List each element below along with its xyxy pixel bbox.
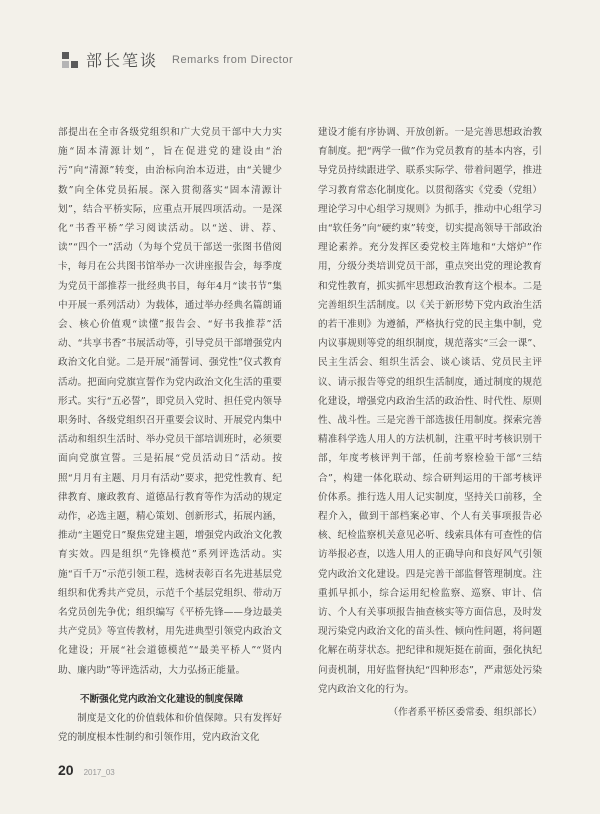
section-logo-icon <box>62 52 78 68</box>
section-header <box>62 48 293 71</box>
right-column <box>318 123 542 722</box>
page-number: 20 <box>58 762 74 778</box>
issue-label: 2017_03 <box>83 768 115 777</box>
left-column <box>58 123 282 748</box>
body-paragraph: 建设才能有序协调、开放创新。一是完善思想政治教育制度。把“两学一做”作为党员教育的基本内容，引导党员持续跟进学、联系实际学、带着问题学，推进学习教育常态化制度化。以贯彻落实《党委（党组）理论学习中心组学习规则》为抓手，推动中心组学习由“软任务”向“硬约束”转变，切实提高领导干部政治理论素养。充分发挥区委党校主阵地和“大熔炉”作用，分级分类培训党员干部，重点突出党的理论教育和党性教育，抓实抓牢思想政治教育这个根本。二是完善组织生活制度。以《关于新形势下党内政治生活的若干准则》为遵循，严格执行党的民主集中制，党内议事规则等党的组织制度，规范落实“三会一课”、民主生活会、组织生活会、谈心谈话、党员民主评议、请示报告等党的组织生活制度，通过制度的规范化建设，增强党内政治生活的政治性、时代性、原则性、战斗性。三是完善干部选拔任用制度。探索完善精准科学选人用人的方法机制，注重平时考核识别干部，年度考核评判干部，任前考察检验干部“三结合”，构建一体化联动、综合研判运用的干部考核评价体系。推行选人用人记实制度，坚持关口前移，全程介入，做到干部档案必审、个人有关事项报告必核、纪检监察机关意见必听、线索具体有可查性的信访举报必查，以选人用人的正确导向和良好风气引领党内政治文化建设。四是完善干部监督管理制度。注重抓早抓小，综合运用纪检监察、巡察、审计、信访、个人有关事项报告抽查核实等方面信息，及时发现污染党内政治文化的苗头性、倾向性问题，将问题化解在萌芽状态。把纪律和规矩挺在前面，强化执纪问责机制，用好监督执纪“四种形态”，严肃惩处污染党内政治文化的行为。 <box>318 127 542 695</box>
body-paragraph: 制度是文化的价值载体和价值保障。只有发挥好党的制度根本性制约和引领作用，党内政治文化 <box>58 713 282 744</box>
section-subheading: 不断强化党内政治文化建设的制度保障 <box>80 693 244 705</box>
page-footer <box>58 762 115 778</box>
section-title: 部长笔谈 <box>86 51 159 70</box>
author-byline: （作者系平桥区委常委、组织部长） <box>388 707 542 719</box>
body-paragraph: 部提出在全市各级党组织和广大党员干部中大力实施“固本清源计划”，旨在促进党的建设由“治污”向“清源”转变，由治标向治本迈进，由“关键少数”向全体党员拓展。深入贯彻落实“固本清源计划”，结合平桥实际，应重点开展四项活动。一是深化“书香平桥”学习阅读活动。以“送、讲、荐、读”“四个一”活动（为每个党员干部送一张图书借阅卡，每月在公共图书馆举办一次讲座报告会，每季度为党员干部推荐一批经典书目，每年4月“读书节”集中开展一系列活动）为载体，通过举办经典名篇朗诵会、核心价值观“读懂”报告会、“好书我推荐”活动、“共享书香”书展活动等，引导党员干部增强党内政治文化自觉。二是开展“涌誓词、强党性”仪式教育活动。把面向党旗宣誓作为党内政治文化生活的重要形式。实行“五必誓”，即党员入党时、担任党内领导职务时、各级党组织召开重要会议时、开展党内集中活动和组织生活时、举办党员干部培训班时，必须要面向党旗宣誓。三是拓展“党员活动日”活动。按照“月月有主题、月月有活动”要求，把党性教育、纪律教育、廉政教育、道德品行教育等作为活动的规定动作，必选主题，精心策划、创新形式，拓展内涵，推动“主题党日”聚焦党建主题，增强党内政治文化教育实效。四是组织“先锋模范”系列评选活动。实施“百千万”示范引领工程，选树表彰百名先进基层党组织和优秀共产党员，示范千个基层党组织、带动万名党员创先争优；组织编写《平桥先锋——身边最美共产党员》等宣传教材，用先进典型引领党内政治文化建设；开展“社会道德模范”“最美平桥人”“贤内助、廉内助”等评选活动，大力弘扬正能量。 <box>58 127 282 676</box>
section-title-english: Remarks from Director <box>172 53 294 66</box>
